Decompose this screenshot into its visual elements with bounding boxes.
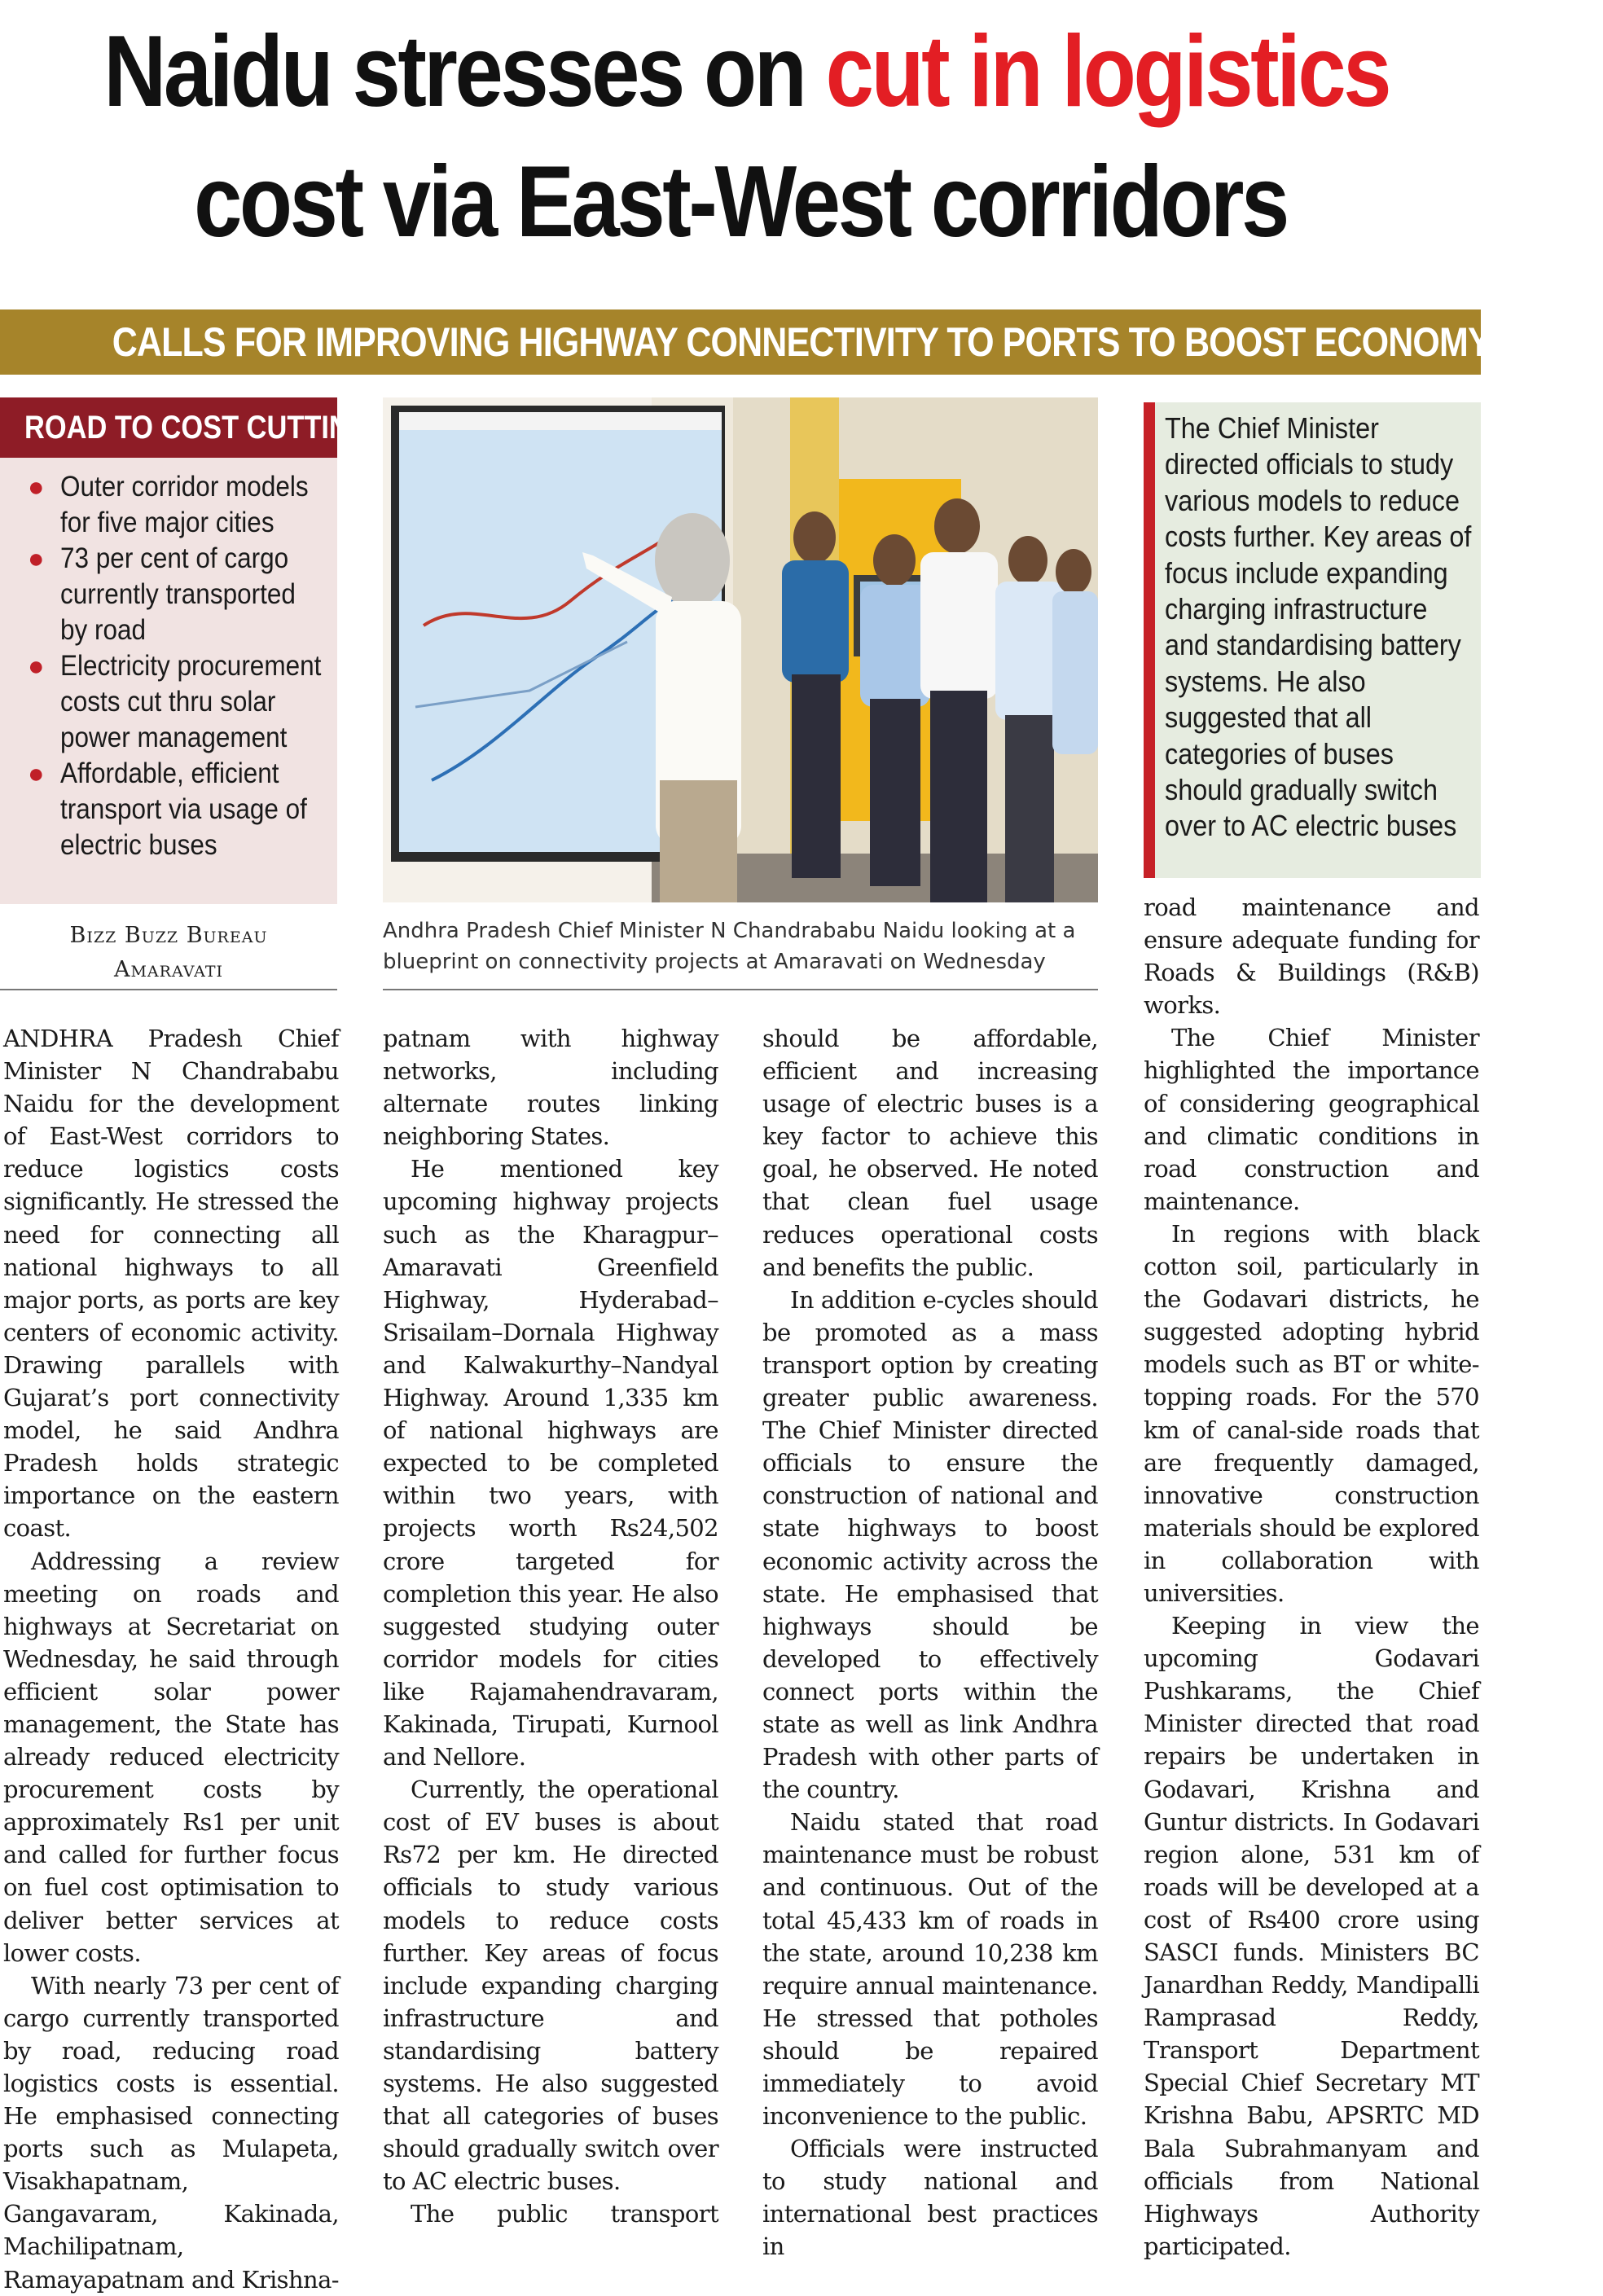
photo-caption: Andhra Pradesh Chief Minister N Chandrababu Naidu looking at a blueprint on connectivity projects at Amaravati on Wednesday [383,919,1076,974]
article-paragraph: patnam with highway networks, including alternate routes linking neighboring States. [383,1025,718,1151]
article-paragraph: Officials were instructed to study national and international best practices in [762,2135,1098,2261]
article-paragraph: He mentioned key upcoming highway projects such as the Kharagpur–Amaravati Greenfield Highway, Hyderabad–Srisailam–Dornala Highway and Kalwakurthy–Nandyal Highway. Around 1,335 km of national highways are expected to be completed within two years, with projects worth Rs24,502 crore targeted for completion this year. He also suggested studying outer corridor models for cities like Rajamahendravaram, Kakinada, Tirupati, Kurnool and Nellore. [383,1155,718,1771]
article-paragraph: The Chief Minister highlighted the importance of considering geographical and climatic conditions in road construction and maintenance. [1144,1024,1479,1215]
article-paragraph: Currently, the operational cost of EV buses is about Rs72 per km. He directed officials to study various models to reduce costs further. Key areas of focus include expanding charging infrastructure and standardising battery systems. He also suggested that all categories of buses should gradually switch over to AC electric buses. [383,1776,718,2196]
article-paragraph: Keeping in view the upcoming Godavari Pushkarams, the Chief Minister directed that road repairs be undertaken in Godavari, Krishna and Guntur districts. In Godavari region alone, 531 km of roads will be developed at a cost of Rs400 crore using SASCI funds. Ministers BC Janardhan Reddy, Mandipalli Ramprasad Reddy, Transport Department Special Chief Secretary MT Krishna Babu, APSRTC MD Bala Subrahmanyam and officials from National Highways Authority participated. [1144,1612,1479,2260]
sidebar-item [0,756,337,863]
pull-quote [1144,402,1481,878]
photo-illustration [383,397,1098,902]
byline-location: Amaravati [113,957,224,982]
sidebar-item-text: 73 per cent of cargo currently transported by road [60,542,296,646]
sidebar-item [0,541,337,648]
bullet-icon: ● [28,651,45,682]
headline-line2: cost via East-West corridors [194,146,1287,258]
article-column-4 [1144,891,1479,2260]
byline-divider [0,989,337,990]
subheadline-banner [0,309,1491,375]
article-column-1 [3,1022,339,2294]
sidebar-item-text: Affordable, efficient transport via usage of electric buses [60,757,307,861]
sidebar-item-text: Outer corridor models for five major cities [60,471,309,538]
headline-part1: Naidu stresses on [103,15,826,128]
bullet-icon: ● [28,472,45,503]
article-paragraph: road maintenance and ensure adequate funding for Roads & Buildings (R&B) works. [1144,893,1479,1020]
article-column-2 [383,1022,718,2228]
article-paragraph: Naidu stated that road maintenance must be robust and continuous. Out of the total 45,433 km of roads in the state, around 10,238 km require annual maintenance. He stressed that potholes should be repaired immediately to avoid inconvenience to the public. [762,1808,1098,2131]
sidebar-list [0,458,337,863]
caption-divider [383,989,1098,990]
article-paragraph: In addition e-cycles should be promoted as a mass transport option by creating greater public awareness. The Chief Minister directed officials to ensure the construction of national and state highways to boost economic activity across the state. He emphasised that highways should be developed to effectively connect ports within the state as well as link Andhra Pradesh with other parts of the country. [762,1285,1098,1804]
article-paragraph: ANDHRA Pradesh Chief Minister N Chandrababu Naidu for the development of East-West corridors to reduce logistics costs significantly. He stressed the need for connecting all national highways to all major ports, as ports are key centers of economic activity. Drawing parallels with Gujarat’s port connectivity model, he said Andhra Pradesh holds strategic importance on the eastern coast. [3,1025,339,1543]
sidebar-box [0,397,371,904]
subheadline-text: CALLS FOR IMPROVING HIGHWAY CONNECTIVITY TO PORTS TO BOOST ECONOMY [112,319,1491,365]
article-paragraph: In regions with black cotton soil, particularly in the Godavari districts, he suggested adopting hybrid models such as BT or white-topping roads. For the 570 km of canal-side roads that are frequently damaged, innovative construction materials should be explored in collaboration with universities. [1144,1219,1479,1607]
article-paragraph: The public transport [411,2200,718,2228]
sidebar-title [0,397,371,458]
byline [0,919,337,987]
news-photo [383,397,1098,902]
sidebar-item [0,648,337,756]
article-paragraph: Addressing a review meeting on roads and highways at Secretariat on Wednesday, he said through efficient solar power management, the State has already reduced electricity procurement costs by approximately Rs1 per unit and called for further focus on fuel cost optimisation to deliver better services at lower costs. [3,1547,339,1967]
sidebar-item-text: Electricity procurement costs cut thru solar power management [60,650,322,753]
sidebar-item [0,469,337,541]
sidebar-title-text: ROAD TO COST CUTTING [24,410,371,446]
article-paragraph: should be affordable, efficient and increasing usage of electric buses is a key factor to achieve this goal, he observed. He noted that clean fuel usage reduces operational costs and benefits the public. [762,1025,1098,1281]
bullet-icon: ● [28,543,45,574]
headline [103,7,1390,267]
bullet-icon: ● [28,758,45,789]
article-column-3 [762,1022,1098,2261]
headline-highlight: cut in logistics [825,15,1390,128]
byline-author: Bizz Buzz Bureau [69,923,268,948]
article-paragraph: With nearly 73 per cent of cargo currently transported by road, reducing road logistics costs is essential. He emphasised connecting ports such as Mulapeta, Visakhapatnam, Gangavaram, Kakinada, Machilipatnam, Ramayapatnam and Krishna- [3,1971,339,2294]
pull-quote-text: The Chief Minister directed officials to study various models to reduce costs further. Key areas of focus include expanding charging infrastructure and standardising battery systems. He also suggested that all categories of buses should gradually switch over to AC electric buses [1165,411,1472,843]
